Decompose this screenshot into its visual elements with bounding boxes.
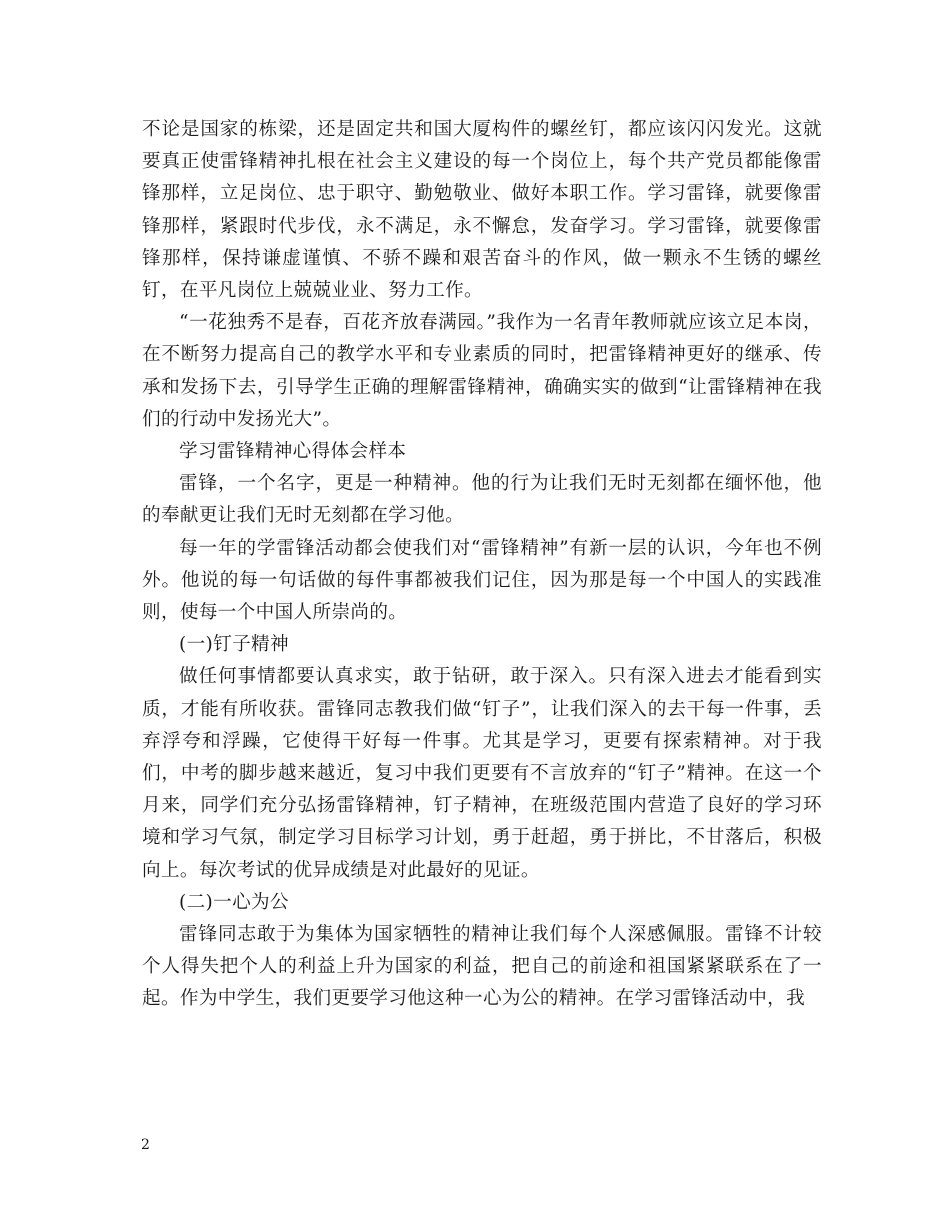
paragraph-2: “一花独秀不是春，百花齐放春满园。”我作为一名青年教师就应该立足本岗，在不断努力提高自己的教学水平和专业素质的同时，把雷锋精神更好的继承、传承和发扬下去，引导学生正确的理解雷锋精神，确确实实的做到“让雷锋精神在我们的行动中发扬光大”。 [142, 312, 822, 430]
section-title: 学习雷锋精神心得体会样本 [179, 441, 407, 463]
subheading-1: (一)钉子精神 [179, 634, 289, 656]
paragraph-3: 雷锋，一个名字，更是一种精神。他的行为让我们无时无刻都在缅怀他，他的奉献更让我们无时无刻都在学习他。 [142, 473, 822, 527]
subheading-2: (二)一心为公 [179, 891, 289, 913]
paragraph-4: 每一年的学雷锋活动都会使我们对“雷锋精神”有新一层的认识，今年也不例外。他说的每一句话做的每件事都被我们记住，因为那是每一个中国人的实践准则，使每一个中国人所崇尚的。 [142, 537, 822, 624]
paragraph-5: 做任何事情都要认真求实，敢于钻研，敢于深入。只有深入进去才能看到实质，才能有所收获。雷锋同志教我们做“钉子”，让我们深入的去干每一件事，丢弃浮夸和浮躁，它使得干好每一件事。尤其是学习，更要有探索精神。对于我们，中考的脚步越来越近，复习中我们更要有不言放弃的“钉子”精神。在这一个月来，同学们充分弘扬雷锋精神，钉子精神，在班级范围内营造了良好的学习环境和学习气氛，制定学习目标学习计划，勇于赶超，勇于拼比，不甘落后，积极向上。每次考试的优异成绩是对此最好的见证。 [142, 666, 822, 881]
paragraph-1: 不论是国家的栋梁，还是固定共和国大厦构件的螺丝钉，都应该闪闪发光。这就要真正使雷锋精神扎根在社会主义建设的每一个岗位上，每个共产党员都能像雷锋那样，立足岗位、忠于职守、勤勉敬业、做好本职工作。学习雷锋，就要像雷锋那样，紧跟时代步伐，永不满足，永不懈怠，发奋学习。学习雷锋，就要像雷锋那样，保持谦虚谨慎、不骄不躁和艰苦奋斗的作风，做一颗永不生锈的螺丝钉，在平凡岗位上兢兢业业、努力工作。 [142, 119, 822, 302]
paragraph-6: 雷锋同志敢于为集体为国家牺牲的精神让我们每个人深感佩服。雷锋不计较个人得失把个人的利益上升为国家的利益，把自己的前途和祖国紧紧联系在了一起。作为中学生，我们更要学习他这种一心为公的精神。在学习雷锋活动中，我 [142, 924, 822, 1010]
page-number: 2 [141, 1137, 150, 1153]
document-body [142, 114, 822, 1016]
